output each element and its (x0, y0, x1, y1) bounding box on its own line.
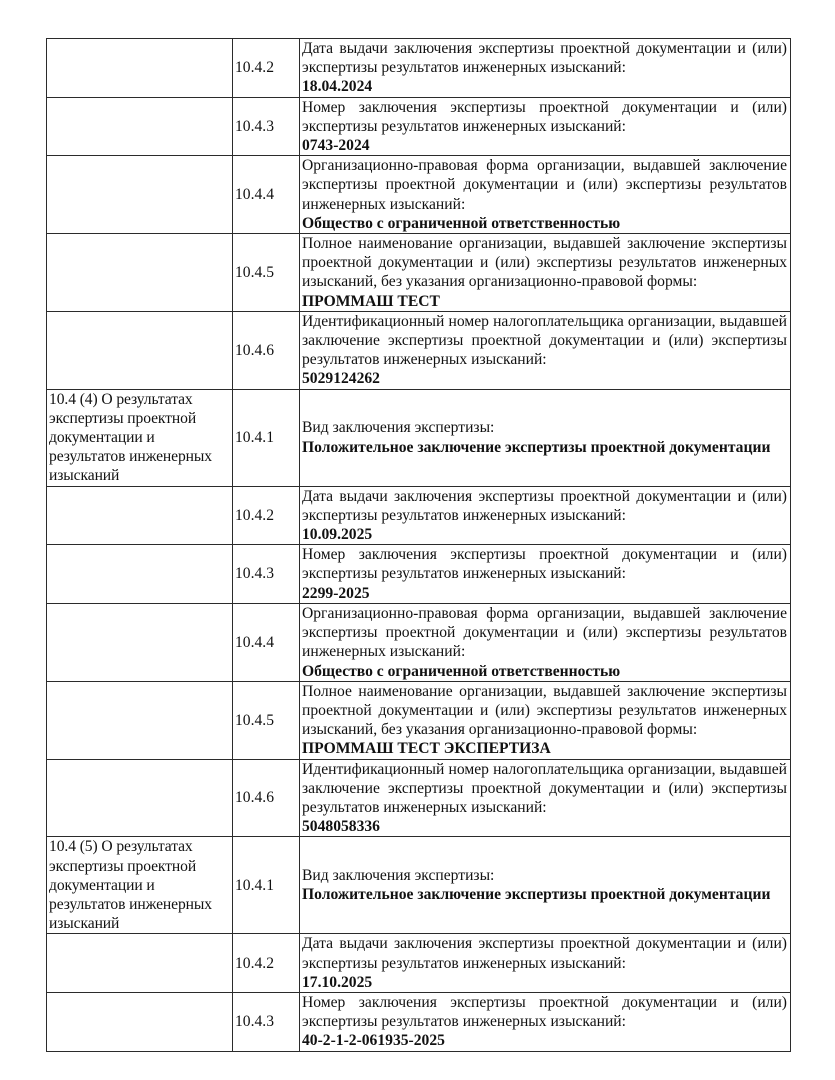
table-row (47, 934, 791, 993)
section-cell (47, 992, 233, 1051)
item-code: 10.4.3 (233, 97, 300, 156)
item-content (300, 545, 791, 604)
item-content (300, 934, 791, 993)
item-code: 10.4.6 (233, 311, 300, 389)
expertise-table (46, 38, 791, 1052)
item-value: Положительное заключение экспертизы проектной документации (302, 438, 771, 456)
item-label: Полное наименование организации, выдавшей заключение экспертизы проектной документации и (или) экспертизы результатов инженерных изысканий, без указания организационно-правовой формы: (302, 682, 787, 739)
item-content (300, 486, 791, 545)
item-content (300, 97, 791, 156)
section-cell (47, 156, 233, 234)
section-cell (47, 486, 233, 545)
item-content (300, 234, 791, 312)
item-value: 40-2-1-2-061935-2025 (302, 1032, 445, 1050)
item-content (300, 681, 791, 759)
item-value: 0743-2024 (302, 137, 370, 155)
item-label: Номер заключения экспертизы проектной документации и (или) экспертизы результатов инженерных изысканий: (302, 98, 787, 135)
item-value: ПРОММАШ ТЕСТ (302, 292, 440, 310)
item-code: 10.4.2 (233, 39, 300, 98)
item-content (300, 311, 791, 389)
table-row (47, 681, 791, 759)
section-cell (47, 681, 233, 759)
item-content (300, 837, 791, 934)
section-heading-4: 10.4 (4) О результатах экспертизы проектной документации и результатов инженерных изысканий (47, 389, 233, 486)
item-value: 10.09.2025 (302, 526, 373, 544)
item-code: 10.4.5 (233, 234, 300, 312)
item-code: 10.4.2 (233, 486, 300, 545)
section-cell (47, 545, 233, 604)
item-code: 10.4.4 (233, 156, 300, 234)
item-code: 10.4.1 (233, 389, 300, 486)
item-content (300, 156, 791, 234)
item-label: Дата выдачи заключения экспертизы проектной документации и (или) экспертизы результатов инженерных изысканий: (302, 935, 787, 972)
item-value: 5029124262 (302, 370, 380, 388)
item-label: Вид заключения экспертизы: (302, 867, 495, 885)
item-value: ПРОММАШ ТЕСТ ЭКСПЕРТИЗА (302, 740, 551, 758)
item-code: 10.4.4 (233, 603, 300, 681)
table-row (47, 156, 791, 234)
table-row (47, 603, 791, 681)
item-label: Идентификационный номер налогоплательщика организации, выдавшей заключение экспертизы проектной документации и (или) экспертизы результатов инженерных изысканий: (302, 312, 787, 369)
table-row (47, 545, 791, 604)
item-label: Вид заключения экспертизы: (302, 419, 495, 437)
table-row (47, 234, 791, 312)
section-cell (47, 311, 233, 389)
section-heading-5: 10.4 (5) О результатах экспертизы проектной документации и результатов инженерных изысканий (47, 837, 233, 934)
item-code: 10.4.2 (233, 934, 300, 993)
item-value: 5048058336 (302, 818, 380, 836)
item-label: Дата выдачи заключения экспертизы проектной документации и (или) экспертизы результатов инженерных изысканий: (302, 40, 787, 77)
document-page (46, 38, 790, 1052)
item-value: Общество с ограниченной ответственностью (302, 214, 621, 232)
item-code: 10.4.1 (233, 837, 300, 934)
item-label: Номер заключения экспертизы проектной документации и (или) экспертизы результатов инженерных изысканий: (302, 546, 787, 583)
item-code: 10.4.3 (233, 545, 300, 604)
item-code: 10.4.3 (233, 992, 300, 1051)
item-content (300, 603, 791, 681)
item-value: Общество с ограниченной ответственностью (302, 662, 621, 680)
item-content (300, 759, 791, 837)
item-value: 18.04.2024 (302, 78, 373, 96)
section-cell (47, 97, 233, 156)
item-label: Организационно-правовая форма организации, выдавшей заключение экспертизы проектной документации и (или) экспертизы результатов инженерных изысканий: (302, 604, 787, 661)
item-value: 2299-2025 (302, 584, 370, 602)
table-row (47, 992, 791, 1051)
table-row (47, 759, 791, 837)
item-value: Положительное заключение экспертизы проектной документации (302, 886, 771, 904)
item-code: 10.4.5 (233, 681, 300, 759)
table-row (47, 389, 791, 486)
section-cell (47, 39, 233, 98)
item-content (300, 389, 791, 486)
item-code: 10.4.6 (233, 759, 300, 837)
item-label: Организационно-правовая форма организации, выдавшей заключение экспертизы проектной документации и (или) экспертизы результатов инженерных изысканий: (302, 157, 787, 213)
item-label: Дата выдачи заключения экспертизы проектной документации и (или) экспертизы результатов инженерных изысканий: (302, 487, 787, 524)
section-cell (47, 934, 233, 993)
section-cell (47, 234, 233, 312)
section-cell (47, 603, 233, 681)
table-row (47, 39, 791, 98)
item-content (300, 39, 791, 98)
item-label: Номер заключения экспертизы проектной документации и (или) экспертизы результатов инженерных изысканий: (302, 993, 787, 1031)
table-row (47, 486, 791, 545)
table-row (47, 311, 791, 389)
table-row (47, 837, 791, 934)
item-label: Полное наименование организации, выдавшей заключение экспертизы проектной документации и (или) экспертизы результатов инженерных изысканий, без указания организационно-правовой формы: (302, 235, 787, 291)
section-cell (47, 759, 233, 837)
table-row (47, 97, 791, 156)
item-label: Идентификационный номер налогоплательщика организации, выдавшей заключение экспертизы проектной документации и (или) экспертизы результатов инженерных изысканий: (302, 760, 787, 816)
item-content (300, 992, 791, 1051)
item-value: 17.10.2025 (302, 973, 373, 991)
